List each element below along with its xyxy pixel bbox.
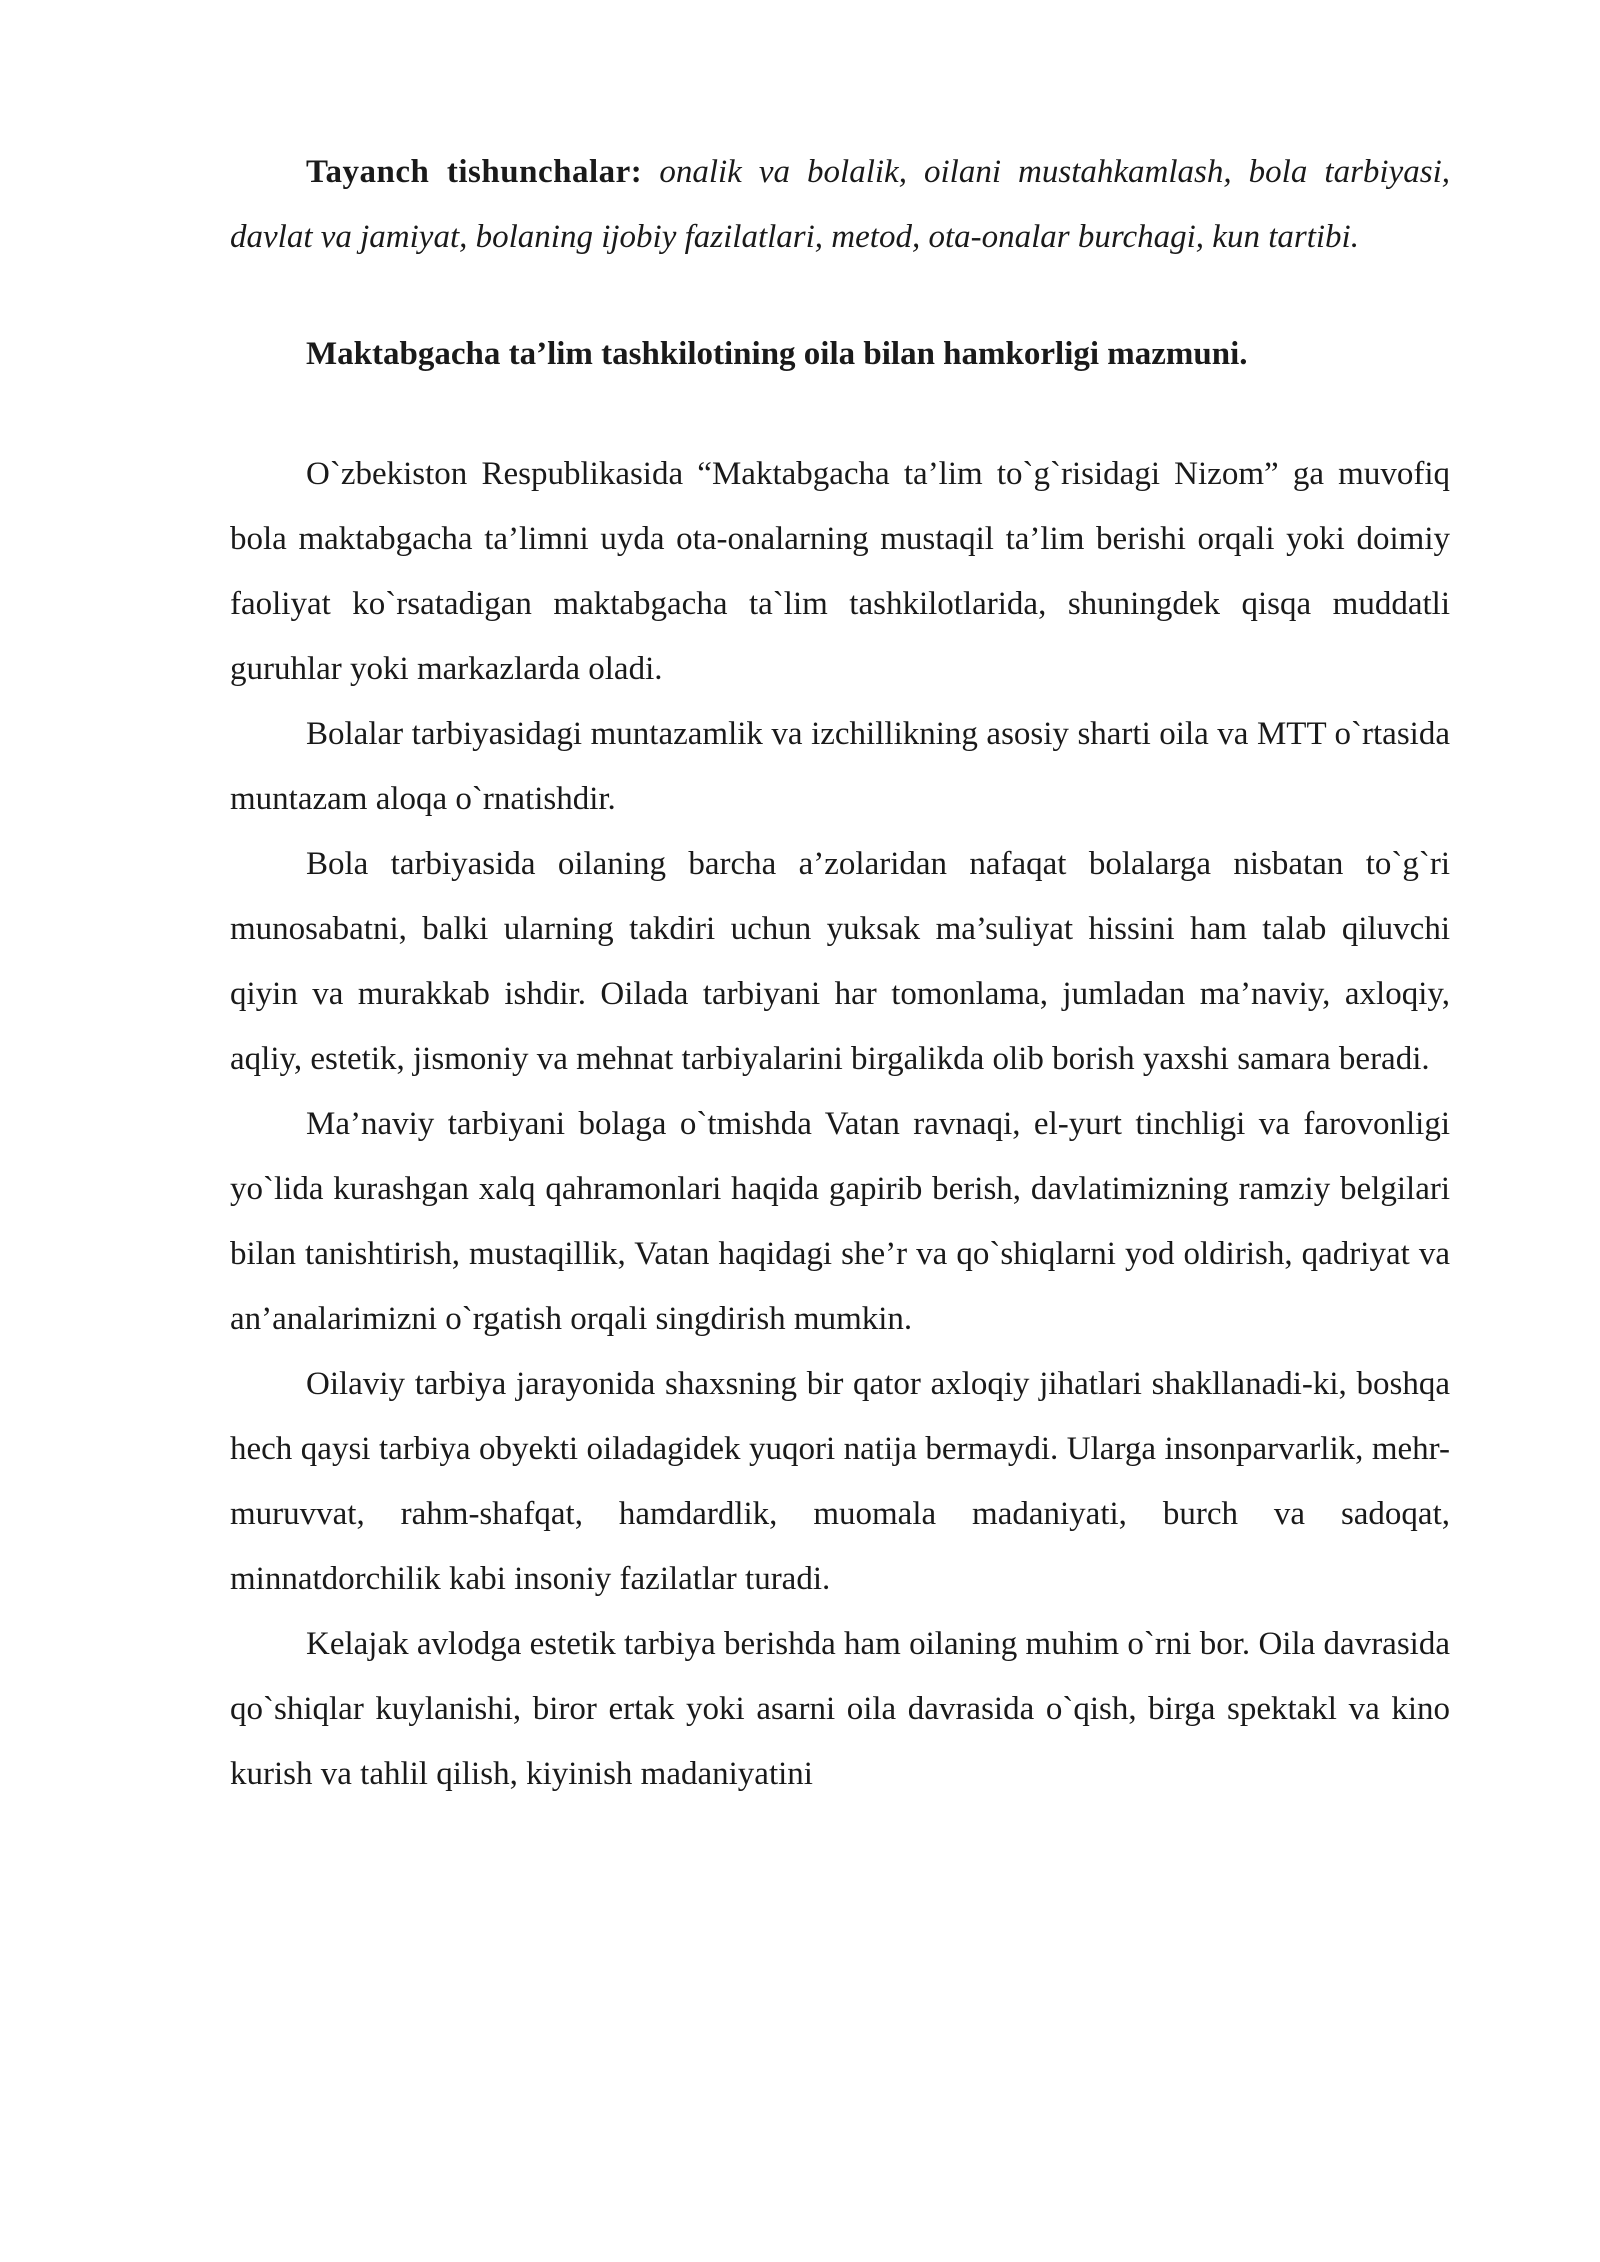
keywords-text: onalik va bolalik, oilani mustahkamlash, bola tarbiyasi, davlat va jamiyat, bolaning ijobiy fazilatlari, metod, ota-onalar burchagi, kun tartibi. [230, 154, 1450, 255]
body-paragraph: Ma’naviy tarbiyani bolaga o`tmishda Vatan ravnaqi, el-yurt tinchligi va farovonligi yo`lida kurashgan xalq qahramonlari haqida gapirib berish, davlatimizning ramziy belgilari bilan tanishtirish, mustaqillik, Vatan haqidagi she’r va qo`shiqlarni yod oldirish, qadriyat va an’analarimizni o`rgatish orqali singdirish mumkin. [230, 1106, 1450, 1337]
body-paragraph: Bola tarbiyasida oilaning barcha a’zolaridan nafaqat bolalarga nisbatan to`g`ri munosabatni, balki ularning takdiri uchun yuksak ma’suliyat hissini ham talab qiluvchi qiyin va murakkab ishdir. Oilada tarbiyani har tomonlama, jumladan ma’naviy, axloqiy, aqliy, estetik, jismoniy va mehnat tarbiyalarini birgalikda olib borish yaxshi samara beradi. [230, 846, 1450, 1077]
keywords-label: Tayanch tishunchalar: [306, 154, 643, 190]
body-paragraph: Kelajak avlodga estetik tarbiya berishda ham oilaning muhim o`rni bor. Oila davrasida qo`shiqlar kuylanishi, biror ertak yoki asarni oila davrasida o`qish, birga spektakl va kino kurish va tahlil qilish, kiyinish madaniyatini [230, 1626, 1450, 1792]
keywords-paragraph [230, 140, 1450, 270]
section-heading: Maktabgacha ta’lim tashkilotining oila bilan hamkorligi mazmuni. [306, 336, 1248, 372]
body-paragraph: O`zbekiston Respublikasida “Maktabgacha ta’lim to`g`risidagi Nizom” ga muvofiq bola maktabgacha ta’limni uyda ota-onalarning mustaqil ta’lim berishi orqali yoki doimiy faoliyat ko`rsatadigan maktabgacha ta`lim tashkilotlarida, shuningdek qisqa muddatli guruhlar yoki markazlarda oladi. [230, 456, 1450, 687]
document-page [230, 140, 1450, 1807]
body-paragraph: Bolalar tarbiyasidagi muntazamlik va izchillikning asosiy sharti oila va MTT o`rtasida muntazam aloqa o`rnatishdir. [230, 716, 1450, 817]
body-paragraph: Oilaviy tarbiya jarayonida shaxsning bir qator axloqiy jihatlari shakllanadi-ki, boshqa hech qaysi tarbiya obyekti oiladagidek yuqori natija bermaydi. Ularga insonparvarlik, mehr-muruvvat, rahm-shafqat, hamdardlik, muomala madaniyati, burch va sadoqat, minnatdorchilik kabi insoniy fazilatlar turadi. [230, 1366, 1450, 1597]
